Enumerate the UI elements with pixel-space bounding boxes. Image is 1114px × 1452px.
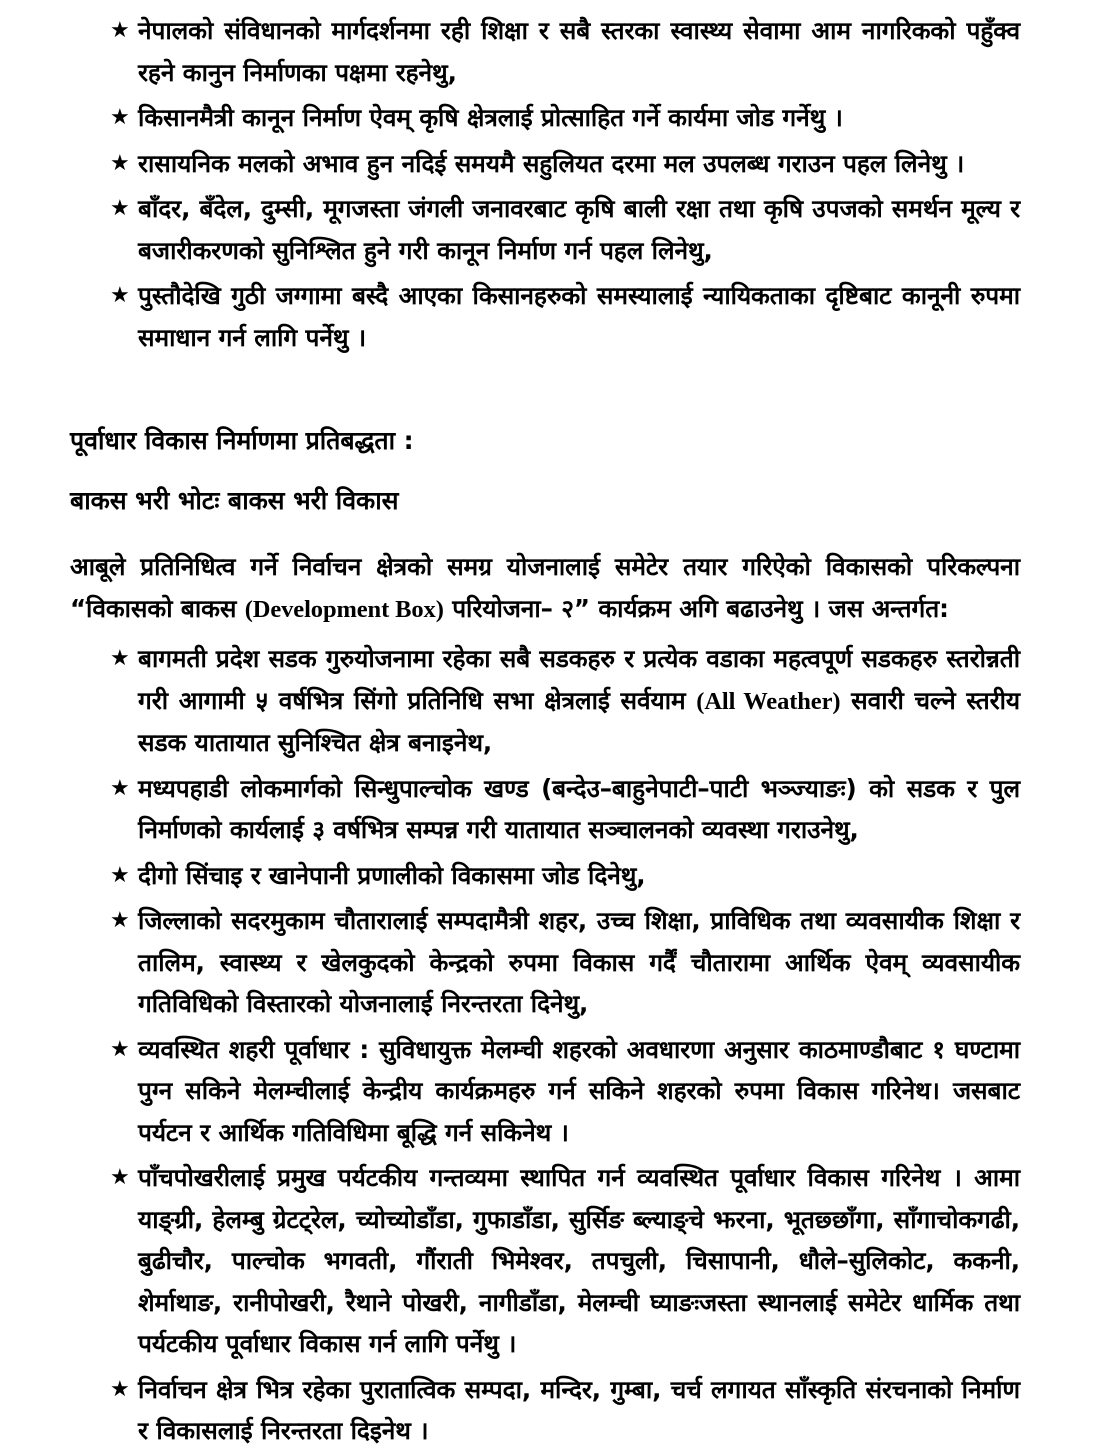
star-bullet-icon: ★ [110,150,130,176]
star-bullet-icon: ★ [110,105,130,130]
list-item-text: किसानमैत्री कानून निर्माण ऐवम् कृषि क्षेत्रलाई प्रोत्साहित गर्ने कार्यमा जोड गर्नेथु । [138,103,843,132]
list-item [70,1369,1020,1452]
intro-quote-open: “विकासको बाकस [70,593,245,623]
section-subheading-slogan: बाकस भरी भोटः बाकस भरी विकास [70,486,399,515]
agriculture-commitments-list [70,10,1020,358]
list-item [70,97,1020,139]
star-bullet-icon: ★ [110,1165,130,1190]
list-item-text: बाँदर, बँदेल, दुम्सी, मूगजस्ता जंगली जनावरबाट कृषि बाली रक्षा तथा कृषि उपजको समर्थन मूल्य र बजारीकरणको सुनिश्लित हुने गरी कानून निर्माण गर्न पहल लिनेथु, [138,194,1020,265]
star-bullet-icon: ★ [110,908,130,933]
list-item [70,275,1020,358]
list-item-text-before: बागमती प्रदेश सडक गुरुयोजनामा रहेका सबै सडकहरु र प्रत्येक वडाका महत्वपूर्ण सडकहरु स्तरोन्नती गरी आगामी ५ वर्षभित्र सिंगो प्रतिनिधि सभा क्षेत्रलाई सर्वयाम [138,644,1020,715]
list-item [70,768,1020,851]
list-item-text: दीगो सिंचाइ र खानेपानी प्रणालीको विकासमा जोड दिनेथु, [138,860,646,890]
list-item-latin-term: (All Weather) [696,687,841,715]
intro-program-name-latin: (Development Box) [244,595,444,623]
list-item [70,900,1020,1025]
infrastructure-commitments-list [70,638,1020,1452]
list-item-text: पुस्तौदेखि गुठी जग्गामा बस्दै आएका किसानहरुको समस्यालाई न्यायिकताका दृष्टिबाट कानूनी रुपमा समाधान गर्न लागि पर्नेथु । [138,281,1020,352]
intro-line-1: आबूले प्रतिनिधित्व गर्ने निर्वाचन क्षेत्रको समग्र योजनालाई समेटेर तयार गरिऐको विकासको परिकल्पना [70,552,1020,581]
star-bullet-icon: ★ [110,775,130,801]
star-bullet-icon: ★ [110,862,130,888]
section-heading-infrastructure: पूर्वाधार विकास निर्माणमा प्रतिबद्धता : [70,426,414,455]
intro-line-2-tail: कार्यक्रम अगि बढाउनेथु । जस अन्तर्गत: [589,593,949,623]
intro-quote-close: परियोजना– २” [443,593,590,623]
list-item-text-after: सवारी चल्ने स्तरीय सडक यातायात सुनिश्चित क्षेत्र बनाइनेथ, [138,685,1021,757]
list-item-text: पाँचपोखरीलाई प्रमुख पर्यटकीय गन्तव्यमा स्थापित गर्न व्यवस्थित पूर्वाधार विकास गरिनेथ । आमा याङ्ग्री, हेलम्बु ग्रेटट्रेल, च्योच्योडाँडा, गुफाडाँडा, सुर्सिङ ब्ल्याङ्चे झरना, भूतछ्छाँगा, साँगाचोकगढी, बुढीचौर, पाल्चोक भगवती, गौंराती भिमेश्वर, तपचुली, चिसापानी, धौले–सुलिकोट, ककनी, शेर्माथाङ, रानीपोखरी, रैथाने पोखरी, नागीडाँडा, मेलम्ची घ्याङःजस्ता स्थानलाई समेटेर धार्मिक तथा पर्यटकीय पूर्वाधार विकास गर्न लागि पर्नेथु । [138,1163,1020,1358]
star-bullet-icon: ★ [110,283,130,308]
star-bullet-icon: ★ [110,196,130,221]
section-spacer [70,358,1020,424]
section-intro-paragraph [70,546,1020,630]
star-bullet-icon: ★ [110,1376,130,1402]
star-bullet-icon: ★ [110,646,130,671]
list-item-text: नेपालको संविधानको मार्गदर्शनमा रही शिक्षा र सबै स्तरका स्वास्थ्य सेवामा आम नागरिकको पहुँक्व रहने कानुन निर्माणका पक्षमा रहनेथु, [138,16,1020,87]
list-item-text: रासायनिक मलको अभाव हुन नदिई समयमै सहुलियत दरमा मल उपलब्ध गराउन पहल लिनेथु । [138,148,965,178]
star-bullet-icon: ★ [110,1036,130,1062]
list-item [70,1157,1020,1365]
list-item-text [138,638,1020,764]
list-item [70,188,1020,271]
list-item [70,143,1020,185]
list-item-text: जिल्लाको सदरमुकाम चौतारालाई सम्पदामैत्री शहर, उच्च शिक्षा, प्राविधिक तथा व्यवसायीक शिक्षा र तालिम, स्वास्थ्य र खेलकुदको केन्द्रको रुपमा विकास गर्दैं चौतारामा आर्थिक ऐवम् व्यवसायीक गतिविधिको विस्तारको योजनालाई निरन्तरता दिनेथु, [138,906,1020,1018]
list-item [70,638,1020,764]
list-item-text: निर्वाचन क्षेत्र भित्र रहेका पुरातात्विक सम्पदा, मन्दिर, गुम्बा, चर्च लगायत साँस्कृति संरचनाको निर्माण र विकासलाई निरन्तरता दिइनेथ । [138,1374,1020,1445]
star-bullet-icon: ★ [110,18,130,43]
list-item [70,855,1020,897]
list-item-text: व्यवस्थित शहरी पूर्वाधार : सुविधायुक्त मेलम्ची शहरको अवधारणा अनुसार काठमाण्डौबाट १ घण्टामा पुग्न सकिने मेलम्चीलाई केन्द्रीय कार्यक्रमहरु गर्न सकिने शहरको रुपमा विकास गरिनेथ। जसबाट पर्यटन र आर्थिक गतिविधिमा बूद्धि गर्न सकिनेथ । [138,1034,1020,1147]
list-item [70,10,1020,93]
list-item [70,1029,1020,1154]
list-item-text: मध्यपहाडी लोकमार्गको सिन्धुपाल्चोक खण्ड (बन्देउ–बाहुनेपाटी–पाटी भञ्ज्याङः) को सडक र पुल निर्माणको कार्यलाई ३ वर्षभित्र सम्पन्न गरी यातायात सञ्चालनको व्यवस्था गराउनेथु, [138,773,1020,844]
